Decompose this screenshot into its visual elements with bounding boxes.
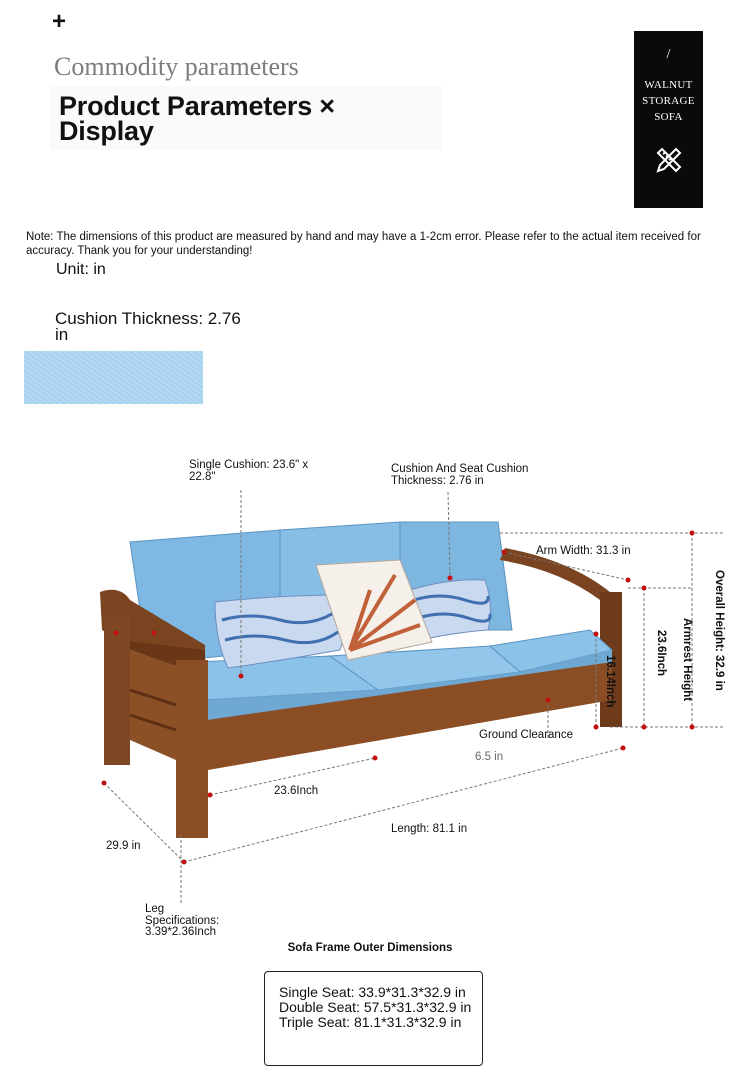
depth-label: 29.9 in [106, 840, 141, 852]
length-label: Length: 81.1 in [391, 823, 468, 835]
cushion-seat-label: Cushion And Seat Cushion Thickness: 2.76 in [391, 463, 529, 487]
section-subtitle: Commodity parameters [54, 52, 299, 81]
ground-clearance-label: Ground Clearance [479, 729, 573, 741]
arm-width-label: Arm Width: 31.3 in [536, 545, 631, 557]
add-icon[interactable]: + [52, 8, 67, 35]
cushion-thickness-label: Cushion Thickness: 2.76 in [55, 309, 241, 344]
ground-clearance-value: 6.5 in [475, 751, 504, 763]
armrest-height-value: 23.6Inch [655, 630, 667, 677]
seat-height-value: 16.14Inch [604, 655, 616, 708]
page-title: Product Parameters × Display [59, 91, 335, 146]
brand-badge [634, 31, 703, 208]
pencil-ruler-icon [654, 145, 684, 175]
armrest-height-label: Armrest Height [681, 618, 693, 702]
fabric-swatch [24, 351, 203, 404]
unit-label: Unit: in [56, 261, 106, 278]
sofa-illustration [0, 440, 750, 940]
single-cushion-label: Single Cushion: 23.6" x 22.8" [189, 459, 309, 483]
brand-slash: / [666, 47, 671, 62]
brand-line-3: SOFA [654, 111, 683, 123]
seat-width-label: 23.6Inch [274, 785, 319, 797]
leg-spec-label: Leg Specifications: 3.39*2.36Inch [145, 903, 220, 938]
brand-line-2: STORAGE [642, 95, 695, 107]
dimensions-text: Single Seat: 33.9*31.3*32.9 in Double Seat: 57.5*31.3*32.9 in Triple Seat: 81.1*31.3*32.9 in [279, 984, 472, 1030]
overall-height-label: Overall Height: 32.9 in [713, 570, 725, 691]
disclaimer-note: Note: The dimensions of this product are measured by hand and may have a 1-2cm error. Please refer to the actual item received for accuracy. Thank you for your understanding! [26, 231, 701, 257]
brand-line-1: WALNUT [644, 79, 693, 91]
frame-dimensions-title: Sofa Frame Outer Dimensions [287, 942, 453, 954]
